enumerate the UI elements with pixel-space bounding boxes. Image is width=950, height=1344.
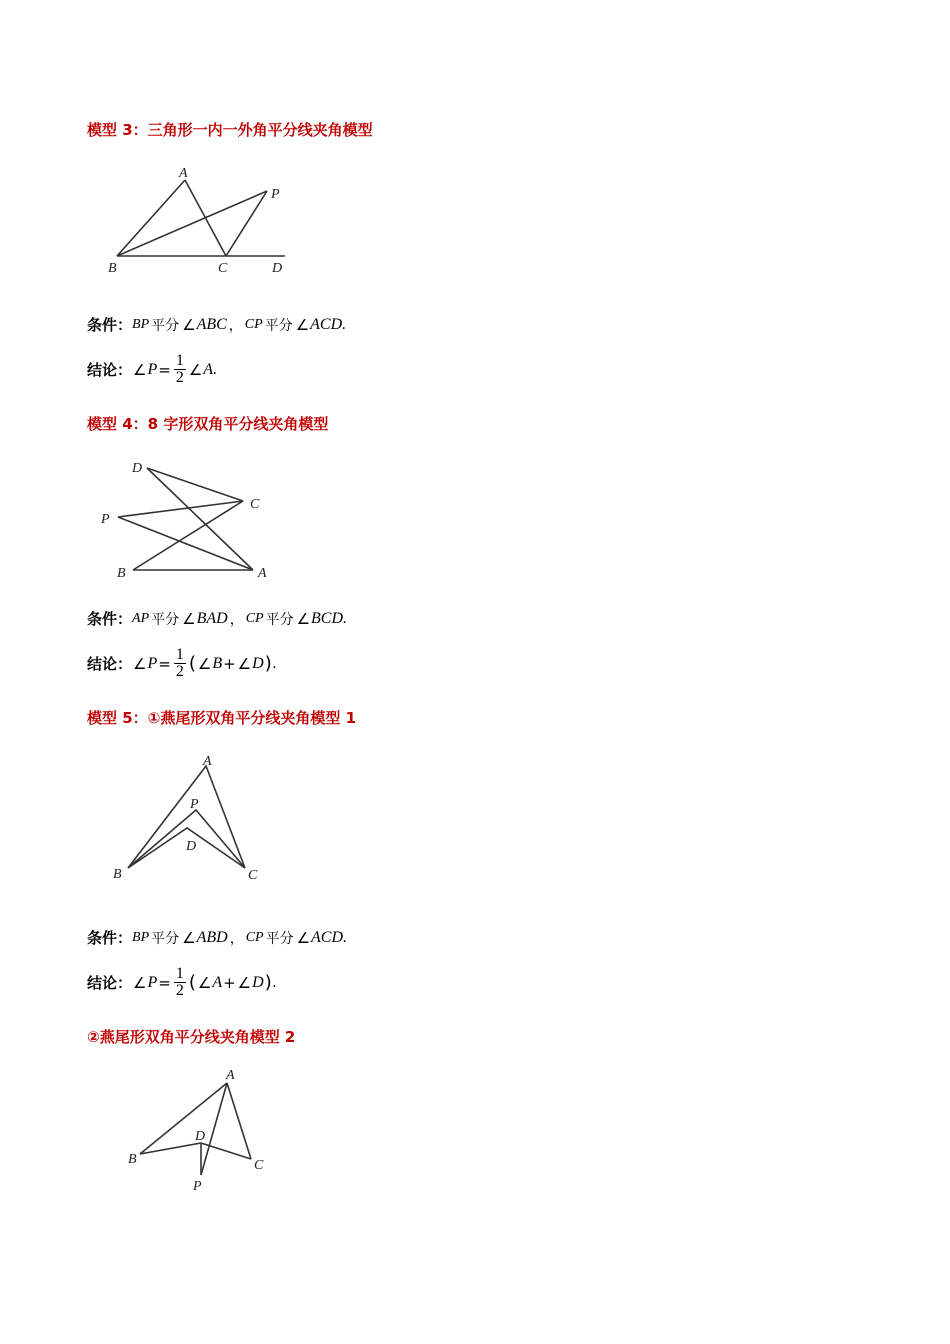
- model4-diagram: [95, 453, 285, 588]
- bisects-text: 平分: [265, 611, 294, 628]
- angle-p: P: [147, 973, 158, 991]
- line-bp: [117, 191, 267, 256]
- angle-symbol: ∠: [296, 609, 311, 628]
- period: .: [272, 654, 277, 672]
- angle-d: D: [252, 654, 264, 672]
- bisects-text: 平分: [151, 317, 180, 334]
- point-label-d: D: [186, 839, 197, 854]
- angle-acd: ACD: [311, 928, 344, 946]
- angle-symbol: ∠: [197, 973, 212, 992]
- point-label-p: P: [193, 1179, 202, 1194]
- point-label-a: A: [258, 566, 267, 581]
- point-label-p: P: [101, 512, 110, 527]
- point-label-a: A: [179, 166, 188, 181]
- model4-heading: 模型 4：8 字形双角平分线夹角模型: [87, 415, 329, 433]
- fraction-half: [174, 353, 186, 386]
- point-label-c: C: [254, 1158, 264, 1173]
- model4-condition: [87, 608, 347, 629]
- angle-abd: ABD: [196, 928, 228, 946]
- point-label-b: B: [108, 261, 117, 276]
- fraction-half: [174, 647, 186, 680]
- bisects-text: 平分: [265, 930, 294, 947]
- plus-sign: +: [223, 973, 236, 992]
- line-da: [147, 468, 253, 570]
- point-label-b: B: [117, 566, 126, 581]
- segment-bp: BP: [132, 316, 150, 332]
- angle-d: D: [252, 973, 264, 991]
- point-label-a: A: [226, 1068, 235, 1083]
- angle-a: A: [212, 973, 223, 991]
- fraction-denominator: 2: [175, 369, 184, 386]
- right-paren: ): [264, 972, 272, 993]
- line-pa: [118, 517, 253, 570]
- right-paren: ): [264, 653, 272, 674]
- model3-condition: [87, 314, 346, 335]
- fraction-denominator: 2: [175, 663, 184, 680]
- left-paren: (: [188, 653, 196, 674]
- comma: ，: [229, 611, 244, 628]
- condition-label: 条件：: [87, 929, 133, 947]
- angle-symbol: ∠: [182, 928, 196, 947]
- conclusion-label: 结论：: [87, 655, 133, 673]
- angle-abc: ABC: [196, 315, 227, 333]
- angle-symbol: ∠: [188, 360, 203, 379]
- bisects-text: 平分: [151, 930, 180, 947]
- condition-label: 条件：: [87, 316, 133, 334]
- angle-symbol: ∠: [237, 973, 252, 992]
- model3-conclusion: [87, 353, 217, 386]
- line-ba: [140, 1083, 227, 1154]
- equals-sign: =: [158, 360, 171, 379]
- period: .: [272, 973, 277, 991]
- conclusion-label: 结论：: [87, 361, 133, 379]
- period: .: [342, 315, 347, 333]
- fraction-numerator: 1: [175, 352, 184, 369]
- bisects-text: 平分: [151, 611, 180, 628]
- angle-bcd: BCD: [311, 609, 344, 627]
- point-label-b: B: [128, 1152, 137, 1167]
- angle-symbol: ∠: [182, 315, 196, 334]
- condition-label: 条件：: [87, 610, 133, 628]
- angle-p: P: [147, 360, 158, 378]
- fraction-half: [174, 966, 186, 999]
- segment-cp: CP: [244, 316, 263, 332]
- point-label-b: B: [113, 867, 122, 882]
- model4-conclusion: [87, 647, 277, 680]
- equals-sign: =: [158, 973, 171, 992]
- line-pc: [118, 501, 243, 517]
- point-label-c: C: [218, 261, 228, 276]
- angle-symbol: ∠: [295, 315, 310, 334]
- angle-symbol: ∠: [237, 654, 252, 673]
- point-label-c: C: [248, 868, 258, 883]
- line-ac: [227, 1083, 251, 1159]
- model3-heading: 模型 3：三角形一内一外角平分线夹角模型: [87, 121, 373, 139]
- plus-sign: +: [223, 654, 236, 673]
- segment-ap: AP: [132, 610, 150, 626]
- line-ba: [117, 180, 185, 256]
- bisects-text: 平分: [264, 317, 293, 334]
- angle-symbol: ∠: [133, 973, 147, 992]
- fraction-denominator: 2: [175, 982, 184, 999]
- point-label-p: P: [190, 797, 199, 812]
- fraction-numerator: 1: [175, 646, 184, 663]
- line-dc: [147, 468, 243, 501]
- angle-symbol: ∠: [133, 654, 147, 673]
- model5b-heading: ②燕尾形双角平分线夹角模型 2: [87, 1028, 296, 1046]
- left-paren: (: [188, 972, 196, 993]
- segment-cp: CP: [245, 610, 264, 626]
- angle-symbol: ∠: [133, 360, 147, 379]
- model5-condition: [87, 927, 347, 948]
- point-label-c: C: [250, 497, 260, 512]
- model5b-diagram: [120, 1063, 280, 1198]
- fraction-numerator: 1: [175, 965, 184, 982]
- angle-symbol: ∠: [197, 654, 212, 673]
- angle-symbol: ∠: [182, 609, 196, 628]
- model3-diagram: [100, 160, 300, 280]
- segment-bp: BP: [132, 929, 150, 945]
- period: .: [343, 609, 348, 627]
- point-label-a: A: [203, 754, 212, 769]
- angle-a: A: [203, 360, 214, 378]
- angle-acd: ACD: [310, 315, 343, 333]
- period: .: [343, 928, 348, 946]
- point-label-p: P: [271, 187, 280, 202]
- point-label-d: D: [132, 461, 143, 476]
- model5-heading: 模型 5：①燕尾形双角平分线夹角模型 1: [87, 709, 357, 727]
- model5-diagram: [100, 748, 280, 888]
- point-label-d: D: [195, 1129, 206, 1144]
- angle-bad: BAD: [196, 609, 228, 627]
- angle-symbol: ∠: [296, 928, 311, 947]
- comma: ，: [228, 317, 243, 334]
- segment-cp: CP: [245, 929, 264, 945]
- conclusion-label: 结论：: [87, 974, 133, 992]
- comma: ，: [229, 930, 244, 947]
- period: .: [213, 360, 218, 378]
- angle-b: B: [212, 654, 223, 672]
- equals-sign: =: [158, 654, 171, 673]
- angle-p: P: [147, 654, 158, 672]
- point-label-d: D: [272, 261, 283, 276]
- model5-conclusion: [87, 966, 277, 999]
- line-bd: [140, 1143, 201, 1154]
